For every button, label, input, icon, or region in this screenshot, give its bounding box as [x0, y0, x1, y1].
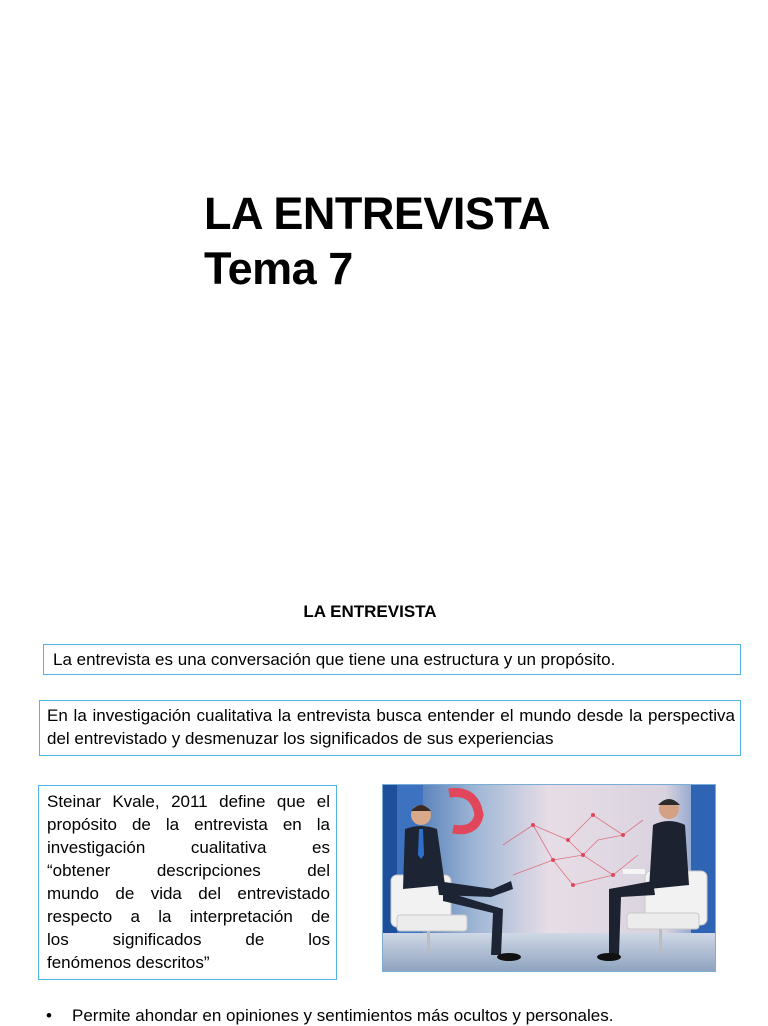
- section-heading: LA ENTREVISTA: [303, 602, 437, 621]
- quote-line: los significados de los: [47, 930, 330, 949]
- title-line-1: LA ENTREVISTA: [204, 188, 551, 239]
- definition-box: La entrevista es una conversación que tiene una estructura y un propósito.: [43, 644, 741, 675]
- quote-line: investigación cualitativa es: [47, 838, 330, 857]
- quote-line: Steinar Kvale, 2011 define que el: [47, 792, 330, 811]
- interview-photo: [382, 784, 716, 972]
- quote-line: “obtener descripciones del: [47, 861, 330, 880]
- bullet-item: [46, 1006, 613, 1026]
- bullet-text: Permite ahondar en opiniones y sentimientos más ocultos y personales.: [72, 1006, 614, 1025]
- kvale-quote-box: [38, 785, 337, 980]
- title-line-2: Tema 7: [204, 243, 353, 294]
- qualitative-research-box: En la investigación cualitativa la entrevista busca entender el mundo desde la perspectiva del entrevistado y desmenuzar los significados de sus experiencias: [39, 700, 741, 756]
- quote-line: propósito de la entrevista en la: [47, 815, 330, 834]
- bullet-marker: •: [46, 1006, 52, 1025]
- quote-line: mundo de vida del entrevistado: [47, 884, 330, 903]
- quote-line: respecto a la interpretación de: [47, 907, 330, 926]
- quote-line: fenómenos descritos”: [47, 953, 210, 972]
- slide-title: [204, 186, 550, 296]
